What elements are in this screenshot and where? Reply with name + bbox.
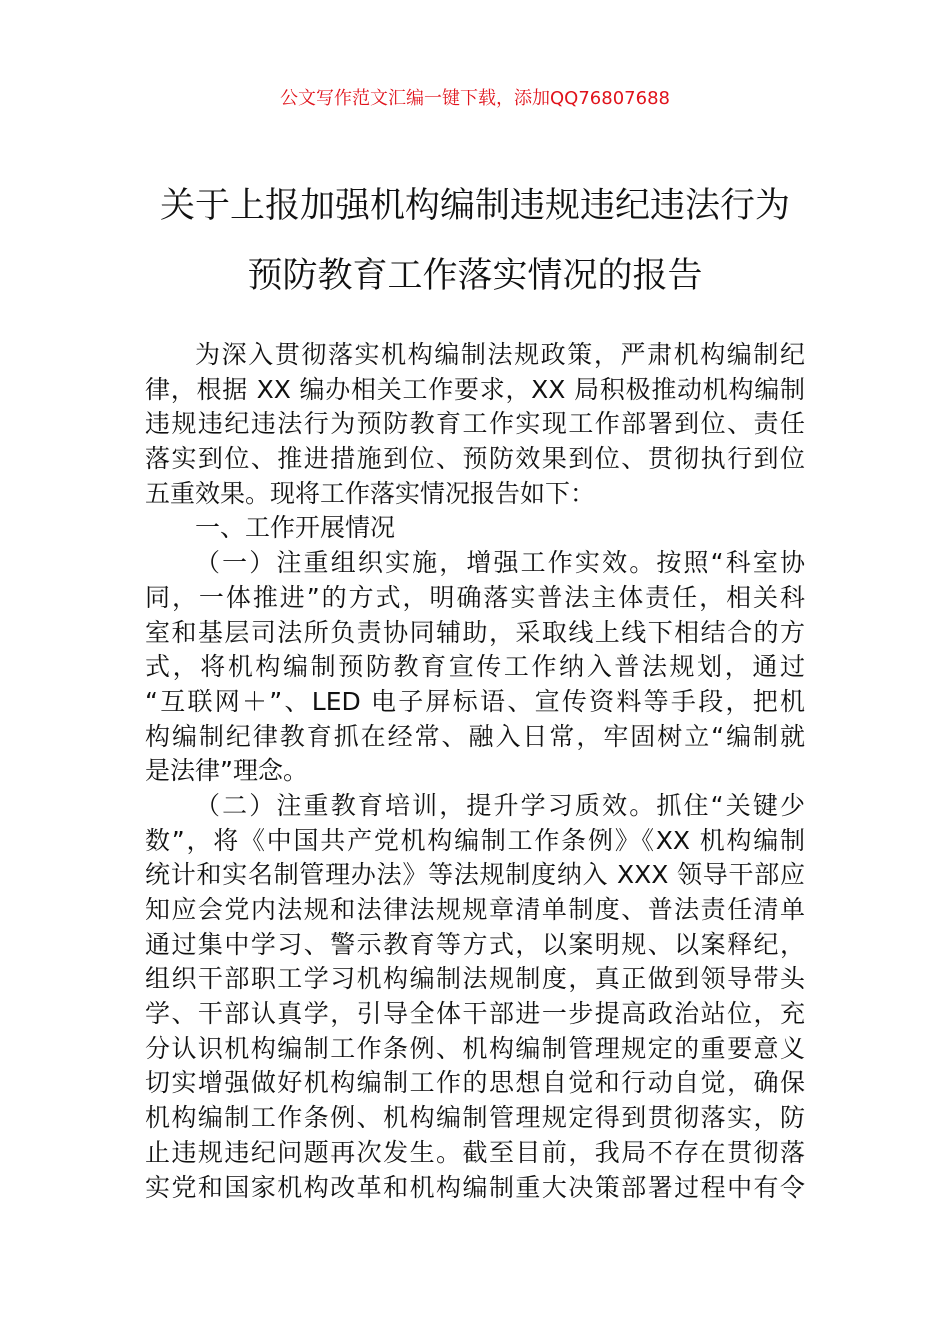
section-heading: 一、工作开展情况 — [195, 513, 396, 543]
paragraph-line: 通过集中学习、警示教育等方式，以案明规、以案释纪， — [145, 929, 805, 959]
paragraph-line: 律，根据 XX 编办相关工作要求，XX 局积极推动机构编制 — [145, 374, 805, 404]
paragraph-line: 统计和实名制管理办法》等法规制度纳入 XXX 领导干部应 — [145, 860, 805, 890]
paragraph-line: 机构编制工作条例、机构编制管理规定得到贯彻落实，防 — [145, 1103, 805, 1133]
paragraph-line: 为深入贯彻落实机构编制法规政策，严肃机构编制纪 — [195, 340, 805, 369]
document-title-line-2: 预防教育工作落实情况的报告 — [247, 256, 703, 296]
paragraph-line: 式，将机构编制预防教育宣传工作纳入普法规划，通过 — [145, 652, 805, 682]
document-body — [145, 338, 805, 1205]
paragraph-line: 同，一体推进”的方式，明确落实普法主体责任，相关科 — [145, 582, 805, 612]
paragraph-line: （一）注重组织实施，增强工作实效。按照“科室协 — [195, 548, 805, 578]
paragraph-line: 组织干部职工学习机构编制法规制度，真正做到领导带头 — [145, 964, 805, 994]
paragraph-line: 分认识机构编制工作条例、机构编制管理规定的重要意义 — [145, 1033, 805, 1063]
paragraph-line: 数”，将《中国共产党机构编制工作条例》《XX 机构编制 — [145, 825, 805, 855]
paragraph-line: 实党和国家机构改革和机构编制重大决策部署过程中有令 — [145, 1172, 805, 1202]
paragraph-line: 是法律”理念。 — [145, 756, 308, 786]
paragraph-line: 五重效果。现将工作落实情况报告如下： — [145, 478, 596, 508]
paragraph-line: 切实增强做好机构编制工作的思想自觉和行动自觉，确保 — [145, 1068, 805, 1098]
paragraph-line: 止违规违纪问题再次发生。截至目前，我局不存在贯彻落 — [145, 1137, 805, 1167]
watermark-header: 公文写作范文汇编一键下载，添加QQ76807688 — [280, 88, 670, 109]
paragraph-line: 违规违纪违法行为预防教育工作实现工作部署到位、责任 — [145, 409, 805, 439]
paragraph-line: （二）注重教育培训，提升学习质效。抓住“关键少 — [195, 790, 805, 820]
paragraph-line: “互联网＋”、LED 电子屏标语、宣传资料等手段，把机 — [145, 686, 805, 716]
paragraph-line: 落实到位、推进措施到位、预防效果到位、贯彻执行到位 — [145, 444, 805, 474]
paragraph-line: 室和基层司法所负责协同辅助，采取线上线下相结合的方 — [145, 617, 805, 647]
paragraph-line: 学、干部认真学，引导全体干部进一步提高政治站位，充 — [145, 999, 805, 1029]
paragraph-line: 构编制纪律教育抓在经常、融入日常，牢固树立“编制就 — [145, 721, 805, 751]
document-title-line-1: 关于上报加强机构编制违规违纪违法行为 — [159, 186, 790, 226]
paragraph-line: 知应会党内法规和法律法规规章清单制度、普法责任清单 — [145, 895, 805, 924]
